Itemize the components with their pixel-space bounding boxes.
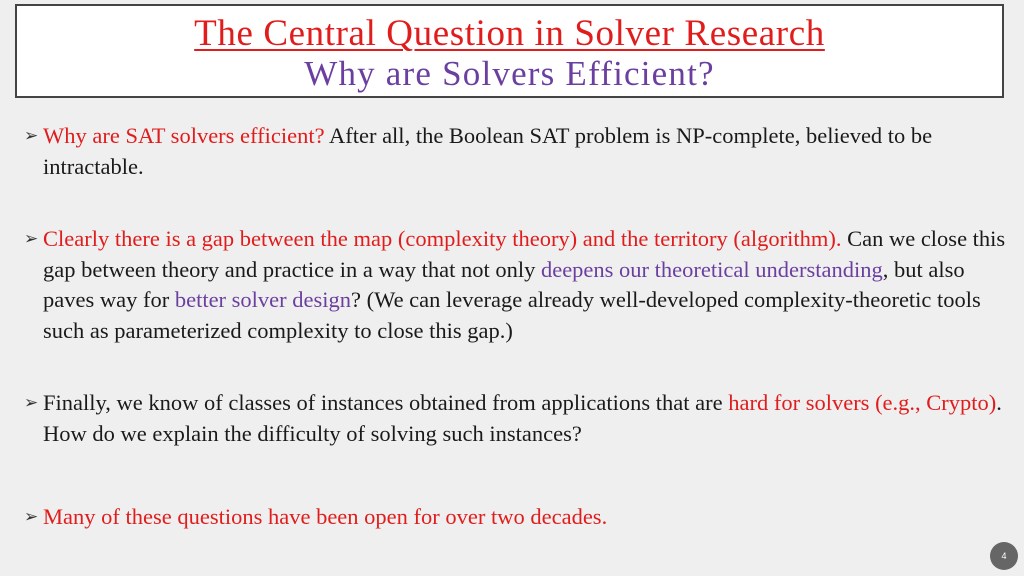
bullet-2-body-2: , but also paves way for bbox=[43, 256, 965, 312]
bullet-1-text bbox=[43, 121, 1009, 182]
page-number-badge: 4 bbox=[990, 542, 1018, 570]
bullet-2-emphasis-1: deepens our theoretical understanding bbox=[540, 256, 883, 282]
bullet-3-text bbox=[43, 388, 1009, 449]
slide-subtitle: Why are Solvers Efficient? bbox=[304, 54, 715, 93]
title-box bbox=[15, 4, 1004, 98]
bullet-3 bbox=[24, 388, 1009, 449]
bullet-2-text bbox=[43, 224, 1009, 346]
arrow-bullet-icon: ➢ bbox=[24, 126, 39, 145]
bullet-3-body-2: . How do we explain the difficulty of solving such instances? bbox=[43, 390, 1002, 446]
bullet-2 bbox=[24, 224, 1009, 346]
slide-title: The Central Question in Solver Research bbox=[194, 13, 825, 54]
bullet-4-highlight: Many of these questions have been open for over two decades. bbox=[43, 504, 608, 529]
bullet-2-body-3: ? (We can leverage already well-developed complexity-theoretic tools such as parameterized complexity to close this gap.) bbox=[43, 287, 981, 343]
bullet-2-highlight: Clearly there is a gap between the map (complexity theory) and the territory (algorithm). bbox=[43, 226, 842, 251]
bullet-4 bbox=[24, 502, 1009, 533]
bullet-3-highlight: hard for solvers (e.g., Crypto) bbox=[728, 390, 997, 415]
bullet-4-text bbox=[43, 502, 1009, 533]
bullet-3-body-1: Finally, we know of classes of instances obtained from applications that are bbox=[43, 390, 729, 415]
arrow-bullet-icon: ➢ bbox=[24, 393, 39, 412]
bullet-2-emphasis-2: better solver design bbox=[174, 287, 352, 312]
bullet-2-body-1: Can we close this gap between theory and practice in a way that not only bbox=[43, 226, 1006, 282]
bullet-1-body: After all, the Boolean SAT problem is NP-complete, believed to be intractable. bbox=[43, 123, 933, 179]
arrow-bullet-icon: ➢ bbox=[24, 507, 39, 526]
bullet-1 bbox=[24, 121, 1009, 182]
bullet-1-highlight: Why are SAT solvers efficient? bbox=[43, 123, 325, 148]
arrow-bullet-icon: ➢ bbox=[24, 229, 39, 248]
